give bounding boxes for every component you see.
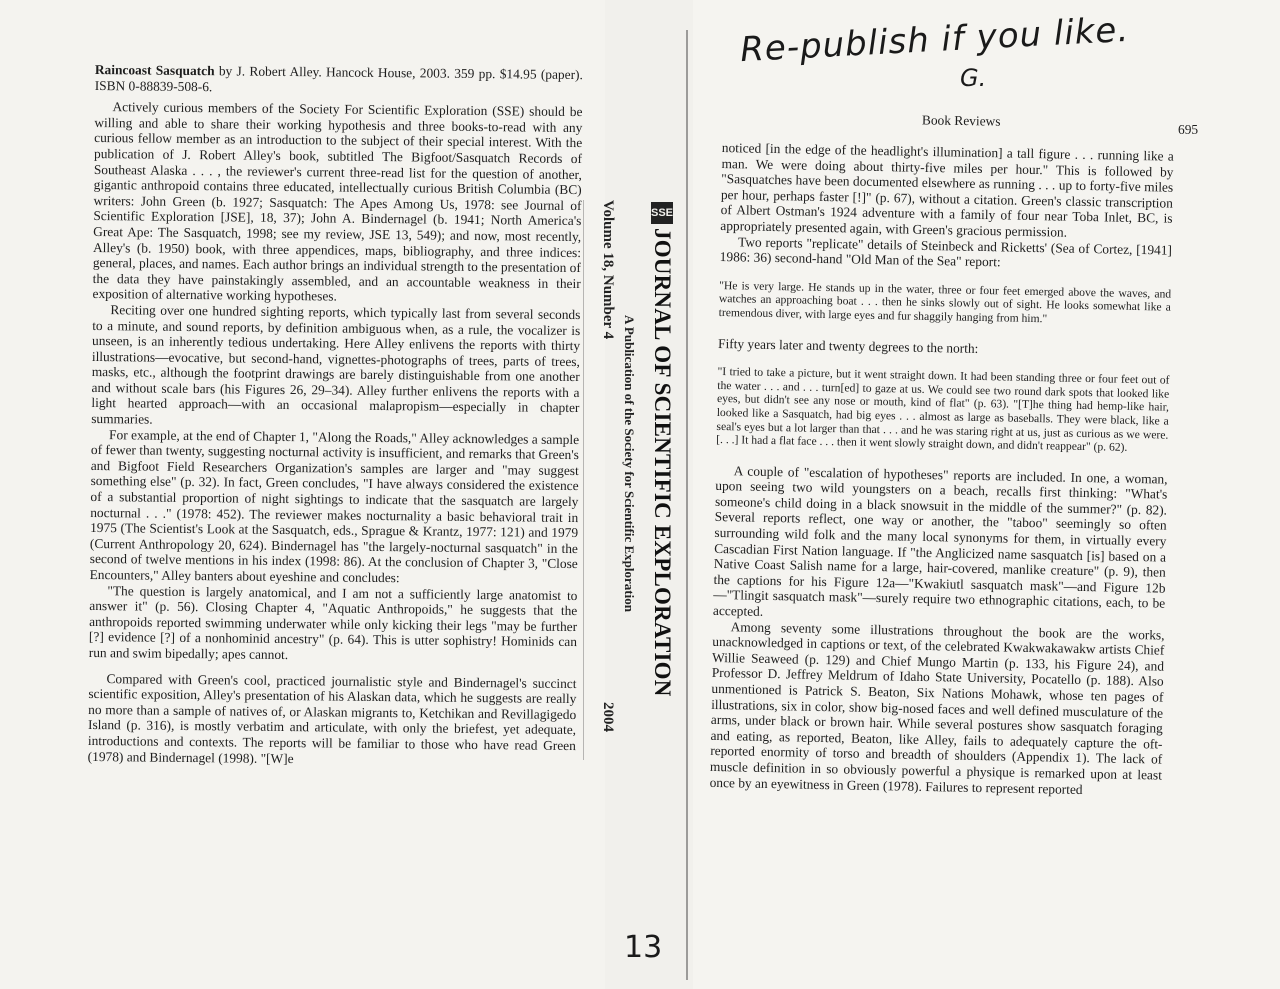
handwritten-initial: G. (960, 64, 987, 92)
journal-title: JOURNAL OF SCIENTIFIC EXPLORATION (650, 228, 675, 697)
paragraph: "The question is largely anatomical, and I am not a sufficiently large anatomist to answer it" (p. 56). Closing Chapter 4, "Aquatic Anthropoids," he suggests that the anthropoids reported swimming underwater while only kicking their legs "may be further [?] evidence [?] of a nonhominid ancestry" (p. 64). This is utter sophistry! Hominids can run and swim bipedally; apes cannot. (88, 582, 578, 663)
column-rule (583, 200, 584, 760)
handwritten-note: Re-publish if you like. (739, 9, 1131, 71)
handwritten-page-mark: 13 (624, 930, 663, 965)
book-title: Raincoast Sasquatch (94, 62, 215, 79)
block-quote: "I tried to take a picture, but it went straight down. It had been standing three or four feet out of the water . . . and . . . turn[ed] to gaze at us. We could see two round dark spots that looked like eyes, but didn't see any nose or mouth, kind of flat" (p. 63). "[T]he thing had hemp-like hair, looked like a Sasquatch, had big eyes . . . almost as large as baseballs. They were black, like a seal's eyes but a lot larger than that . . . and he was staring right at us, just as curious as we were. [. . .] It had a flat face . . . then it went slowly straight down, and didn't reappear" (p. 62). (716, 365, 1170, 454)
volume-number: Volume 18, Number 4 (600, 200, 616, 340)
paragraph: Two reports "replicate" details of Steinbeck and Ricketts' (Sea of Cortez, [1941] 1986: 36) second-hand "Old Man of the Sea" report: (719, 233, 1173, 270)
paragraph: Actively curious members of the Society For Scientific Exploration (SSE) should be willing and able to share their working hypothesis and three books-to-read with any curious fellow member as an introduction to the subject of their special interest. With the publication of J. Robert Alley's book, subtitled The Bigfoot/Sasquatch Records of Southeast Alaska . . . , the reviewer's current three-read list for the question of another, gigantic anthropoid contains three educated, intellectually curious British Columbia (BC) writers: John Green (b. 1927; Sasquatch: The Apes Among Us, 1978: see Journal of Scientific Exploration [JSE], 18, 37); John A. Bindernagel (b. 1941; North America's Great Ape: The Sasquatch, 1998; see my review, JSE 13, 549); and now, most recently, Alley's (b. 1950) book, with three appendices, maps, bibliography, and three indices: general, places, and names. Each author brings an individual strength to the presentation of the data they have painstakingly assembled, and an accountable weakness in their exposition of alternative working hypotheses. (92, 99, 583, 304)
journal-subtitle: A Publication of the Society for Scientific Exploration (622, 315, 637, 612)
paragraph: Fifty years later and twenty degrees to the north: (717, 335, 979, 356)
page-gutter (686, 30, 688, 980)
page-number: 695 (1178, 122, 1199, 137)
left-column (88, 62, 583, 769)
paragraph: For example, at the end of Chapter 1, "Along the Roads," Alley acknowledges a sample of fewer than twenty, suggesting nocturnal activity is insufficient, and remarks that Green's and Bigfoot Field Researchers Organization's samples are larger and "may suggest something else" (p. 32). In fact, Green concludes, "I have always considered the existence of a substantial proportion of night sightings to indicate that the sasquatch are largely nocturnal . . ." (1978: 452). The reviewer makes nocturnality a basic behavioral trait in 1975 (The Scientist's Look at the Sasquatch, eds., Sprague & Krantz, 1977: 121) and 1979 (Current Anthropology 20, 624). Bindernagel has "the largely-nocturnal sasquatch" in the second of twelve mentions in his index (1998: 86). At the conclusion of Chapter 3, "Close Encounters," Alley banters about eyeshine and concludes: (89, 426, 580, 586)
block-quote: "He is very large. He stands up in the water, three or four feet emerged above the waves, and watches an approaching boat . . . then he sinks slowly out of sight. He looks somewhat like a tremendous diver, with large eyes and fur shaggily hanging from him." (718, 278, 1172, 326)
publication-year: 2004 (600, 702, 616, 732)
review-heading (95, 62, 583, 98)
paragraph: Among seventy some illustrations throughout the book are the works, unacknowledged in captions or text, of the celebrated Kwakwakawakw artists Chief Willie Seaweed (p. 129) and Chief Mungo Martin (p. 133, his Figure 24), and Professor D. Jeffrey Meldrum of Idaho State University, Pocatello (p. 188). Also unmentioned is Patrick S. Beaton, Six Nations Mohawk, whose ten pages of illustrations, six in color, show big-nosed faces and well defined musculature of the arms, under black or brown hair. While several postures show sasquatch foraging and eating, as reported, Beaton, like Alley, fails to adequately capture the oft-reported enormity of torso and breadth of shoulders (Appendix 1). The lack of muscle definition in so obviously powerful a physique is remarked upon at least once by an eyewitness in Green (1978). Failures to represent reported (709, 618, 1165, 797)
paragraph: noticed [in the edge of the headlight's illumination] a tall figure . . . running like a man. We were doing about thirty-five miles per hour." This is followed by "Sasquatches have been documented elsewhere as running . . . up to forty-five miles per hour, perhaps faster [!]" (p. 67), without a citation. Green's classic transcription of Albert Ostman's 1924 adventure with a family of four near Toba Inlet, BC, is appropriately presented again, with Green's gracious permission. (720, 140, 1174, 240)
book-details: by J. Robert Alley. Hancock House, 2003. 359 pp. $14.95 (paper). ISBN 0-88839-508-6. (94, 63, 583, 94)
paragraph: Reciting over one hundred sighting reports, which typically last from several seconds to a minute, and sound reports, by definition ambiguous when, as a rule, the vocalizer is unseen, is an inherently tedious undertaking. Here Alley enlivens the reports with thirty illustrations—evocative, but second-hand, vignettes-photographs of trees, parts of trees, masks, etc., although the footprint drawings are barely distinguishable from one another and without scale bars (his Figures 26, 29–34). Alley further enlivens the reports with a light hearted approach—with an occasional malapropism—especially in chapter summaries. (91, 302, 581, 427)
sse-logo: SSE (651, 202, 673, 224)
running-head: Book Reviews (921, 112, 1001, 129)
right-column (710, 140, 1174, 799)
paragraph: Compared with Green's cool, practiced journalistic style and Bindernagel's succinct scientific exposition, Alley's presentation of his Alaskan data, which he suggests are really no more than a sample of natives of, or Alaskan migrants to, Ketchikan and Revillagigedo Island (p. 316), is mostly verbatim and articulate, with only the briefest, yet adequate, introductions and contexts. The reports will be familiar to those who have read Green (1978) and Bindernagel (1998). "[W]e (87, 670, 577, 766)
paragraph: A couple of "escalation of hypotheses" reports are included. In one, a woman, upon seeing two wild youngsters on a beach, recalls first thinking: "What's someone's child doing in a black snowsuit in the middle of the summer?" (p. 82). Several reports reflect, one way or another, the "taboo" seemingly so often surrounding wild folk and the many local synonyms for them, in virtually every Cascadian First Nation language. If "the Anglicized name sasquatch [is] based on a Native Coast Salish name for a large, hair-covered, manlike creature" (p. 9), then the captions for his Figure 12a—"Kwakiutl sasquatch mask"—and Figure 12b—"Tlingit sasquatch mask"—surely require two ethnographic citations, each, to be accepted. (712, 462, 1168, 619)
